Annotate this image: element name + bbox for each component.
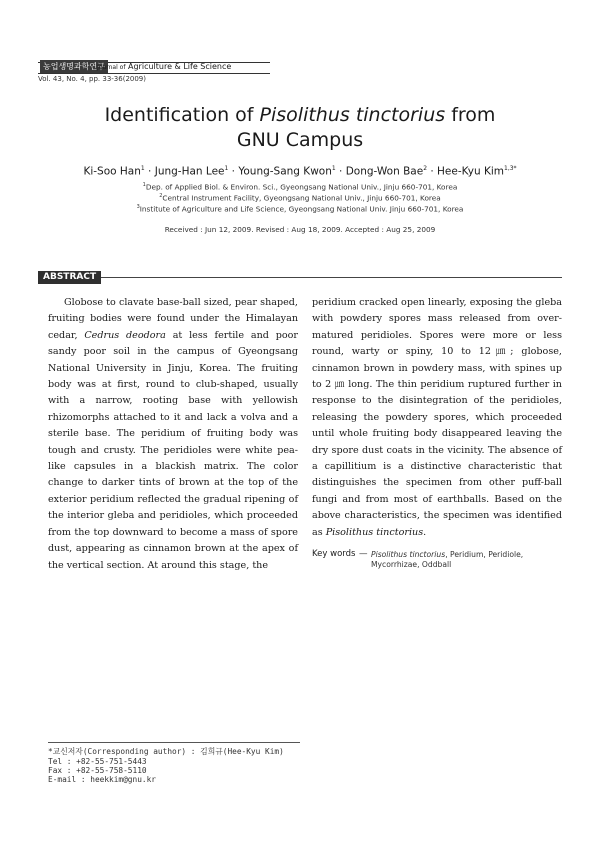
author-separator: · [144, 165, 155, 178]
footnote-rule [48, 742, 300, 743]
abstract-label: ABSTRACT [38, 271, 101, 284]
author-name: Jung-Han Lee [154, 165, 225, 178]
author-sup: 2 [423, 165, 428, 172]
received-dates: Received : Jun 12, 2009. Revised : Aug 18, 2009. Accepted : Aug 25, 2009 [164, 225, 436, 234]
abstract-text: Globose to clavate base-ball sized, pear shaped, fruiting bodies were found under the Himalayan cedar, [48, 297, 298, 341]
keywords-dash: — [359, 549, 368, 559]
abstract-rule [38, 277, 562, 278]
author-separator: · [335, 165, 346, 178]
author-name: Dong-Won Bae [345, 165, 424, 178]
footnote-tel: Tel : +82-55-751-5443 [48, 757, 147, 766]
title-italic: Pisolithus tinctorius [259, 104, 446, 126]
abstract-italic-species: Cedrus deodora [84, 329, 166, 341]
author-sup: 1 [331, 165, 336, 172]
abstract-right-column [312, 295, 562, 541]
author-separator: · [228, 165, 239, 178]
abstract-left-column [48, 295, 298, 574]
author-list [40, 165, 560, 178]
journal-name-text: Agriculture & Life Science [128, 62, 232, 71]
journal-korean-name: 농업생명과학연구 [40, 60, 108, 73]
affiliation-text: Central Instrument Facility, Gyeongsang National Univ., Jinju 660-701, Korea [162, 193, 441, 203]
affiliation-sup: 1 [142, 182, 146, 188]
keyword-italic: Pisolithus tinctorius [371, 550, 446, 559]
abstract-italic-species: Pisolithus tinctorius [325, 526, 424, 538]
author-name: Young-Sang Kwon [238, 165, 332, 178]
affiliation-sup: 3 [136, 204, 140, 210]
abstract-text: at less fertile and poor sandy poor soil in the campus of Gyeongsang National University in Jinju, Korea. The fruiting body was at first, round to club-shaped, usually with a narrow, rooting base with yellowish rhizomorphs attached to it and lack a volva and a sterile base. The peridium of fruiting body was tough and crusty. The peridioles were white pea-like capsules in a blackish matrix. The color change to darker tints of brown at the top of the exterior peridium reflected the gradual ripening of the interior gleba and peridioles, which proceeded from the top downward to become a mass of spore dust, appearing as cinnamon brown at the apex of the vertical section. At around this stage, the [48, 329, 299, 571]
title-part-1: Identification of [104, 104, 260, 126]
paper-title-line-2: GNU Campus [236, 129, 364, 151]
footnote-fax: Fax : +82-55-758-5110 [48, 766, 147, 775]
footnote-email: E-mail : heekkim@gnu.kr [48, 775, 156, 784]
abstract-text: peridium cracked open linearly, exposing the gleba with powdery spores mass released from over-matured peridioles. Spores were more or less round, warty or spiny, 10 to 12㎛; globose, cinnamon brown in powdery mass, with spines up to 2 ㎛ long. The thin peridium ruptured further in response to the disintegration of the peridioles, releasing the powdery spores, which proceeded until whole fruiting body disappeared leaving the dry spore dust coats in the vicinity. The absence of a capillitium is a distinctive characteristic that distinguishes the specimen from other puff-ball fungi and from most of earthballs. Based on the above characteristics, the specimen was identified as [312, 297, 562, 538]
affiliation-3 [40, 202, 560, 214]
volume-line: Vol. 43, No. 4, pp. 33-36(2009) [38, 75, 146, 83]
affiliation-text: Institute of Agriculture and Life Science, Gyeongsang National Univ. Jinju 660-701, Korea [139, 204, 464, 214]
paper-title-line-1 [40, 103, 560, 127]
title-part-2: from [445, 104, 496, 126]
journal-name [97, 61, 231, 73]
keywords-list [371, 550, 561, 570]
affiliation-sup: 2 [159, 193, 163, 199]
author-sup: 1 [140, 165, 145, 172]
journal-name-prefix: Journal of [97, 64, 126, 71]
author-sup: 1 [224, 165, 229, 172]
author-name: Hee-Kyu Kim [437, 165, 504, 178]
author-separator: · [427, 165, 438, 178]
keyword-rest: , Peridium, Peridiole, Mycorrhizae, Oddball [371, 550, 524, 569]
footnote-corresponding: *교신저자(Corresponding author) : 김희규(Hee-Kyu Kim) [48, 747, 284, 756]
affiliation-text: Dep. of Applied Biol. & Environ. Sci., Gyeongsang National Univ., Jinju 660-701, Korea [145, 182, 458, 192]
author-name: Ki-Soo Han [83, 165, 141, 178]
keywords-label: Key words [312, 549, 356, 559]
abstract-text: . [423, 526, 427, 538]
author-sup: 1,3* [504, 165, 517, 172]
